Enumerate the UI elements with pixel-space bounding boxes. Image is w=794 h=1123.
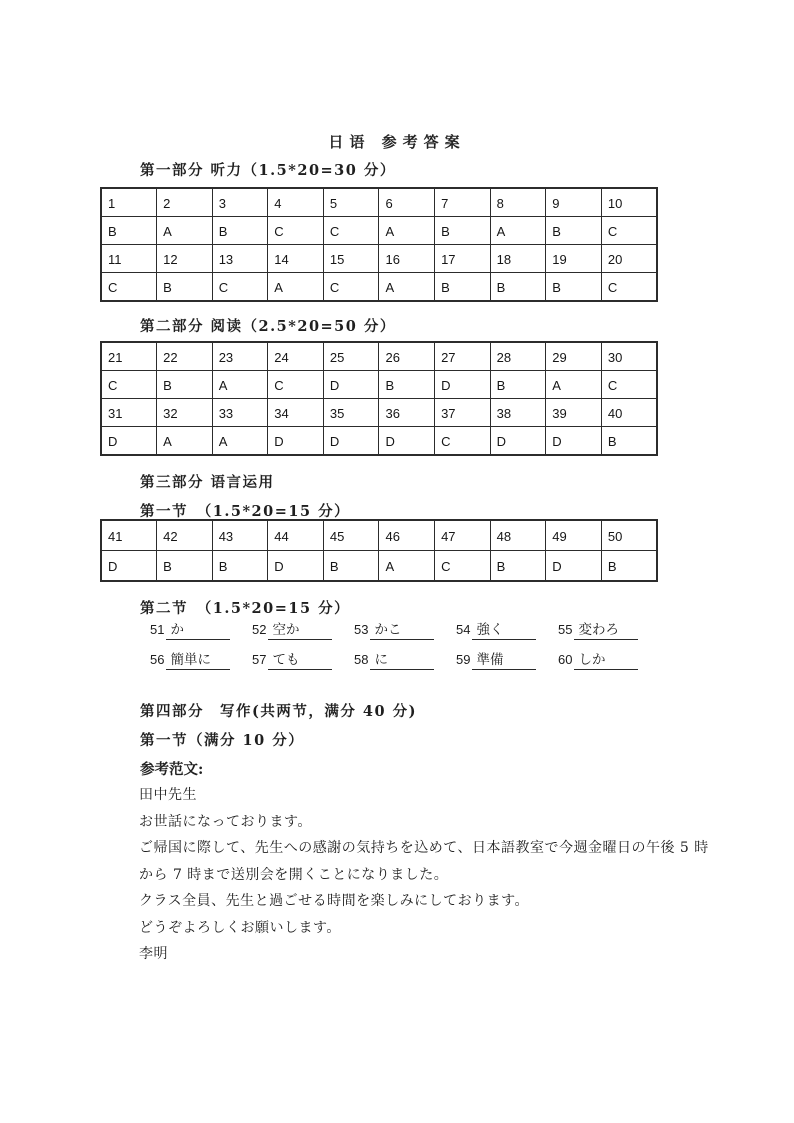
answer-cell: C — [601, 217, 657, 245]
answer-cell: B — [435, 217, 491, 245]
answer-cell: C — [212, 273, 268, 302]
table-row — [101, 399, 657, 427]
answer-cell: B — [379, 371, 435, 399]
answer-cell: D — [546, 427, 602, 456]
part2-answer-table — [100, 341, 658, 456]
model-essay — [139, 782, 709, 968]
answer-cell: 27 — [435, 342, 491, 371]
answer-cell: A — [212, 371, 268, 399]
answer-cell: 46 — [379, 520, 435, 551]
answer-cell: A — [212, 427, 268, 456]
answer-cell: 22 — [157, 342, 213, 371]
table-row — [101, 520, 657, 551]
part4-section1-heading: 第一节（满分 10 分） — [140, 732, 305, 749]
answer-cell: D — [101, 551, 157, 582]
fillin-item — [354, 622, 456, 640]
fillin-item — [150, 622, 252, 640]
answer-cell: 45 — [323, 520, 379, 551]
answer-cell: 9 — [546, 188, 602, 217]
answer-cell: 25 — [323, 342, 379, 371]
answer-cell: 34 — [268, 399, 324, 427]
answer-cell: 6 — [379, 188, 435, 217]
answer-cell: D — [101, 427, 157, 456]
fillin-number: 56 — [150, 652, 165, 667]
answer-cell: C — [435, 427, 491, 456]
answer-cell: D — [323, 427, 379, 456]
part4-heading: 第四部分 写作(共两节，满分 40 分) — [140, 703, 417, 720]
answer-cell: 14 — [268, 245, 324, 273]
answer-cell: B — [490, 551, 546, 582]
fillin-number: 51 — [150, 622, 165, 637]
answer-cell: 8 — [490, 188, 546, 217]
answer-cell: D — [435, 371, 491, 399]
table-row — [101, 245, 657, 273]
answer-cell: 33 — [212, 399, 268, 427]
fillin-number: 60 — [558, 652, 573, 667]
answer-cell: C — [101, 273, 157, 302]
answer-cell: 42 — [157, 520, 213, 551]
answer-cell: 20 — [601, 245, 657, 273]
essay-line: お世話になっております。 — [139, 813, 312, 830]
answer-cell: 50 — [601, 520, 657, 551]
answer-cell: B — [101, 217, 157, 245]
fillin-row-1 — [150, 622, 710, 640]
answer-cell: A — [379, 273, 435, 302]
fillin-number: 58 — [354, 652, 369, 667]
answer-cell: 3 — [212, 188, 268, 217]
document-title: 日语 参考答案 — [328, 133, 466, 151]
fillin-item — [150, 652, 252, 670]
answer-cell: 5 — [323, 188, 379, 217]
answer-cell: A — [546, 371, 602, 399]
answer-cell: B — [157, 273, 213, 302]
answer-cell: 48 — [490, 520, 546, 551]
fillin-item — [252, 652, 354, 670]
fillin-answer: かこ — [370, 622, 434, 640]
fillin-answer: に — [370, 652, 434, 670]
answer-cell: B — [601, 551, 657, 582]
answer-cell: B — [435, 273, 491, 302]
answer-cell: D — [268, 427, 324, 456]
answer-cell: 4 — [268, 188, 324, 217]
answer-cell: 31 — [101, 399, 157, 427]
answer-cell: C — [601, 273, 657, 302]
table-row — [101, 551, 657, 582]
answer-cell: 38 — [490, 399, 546, 427]
fillin-number: 57 — [252, 652, 267, 667]
answer-cell: A — [157, 427, 213, 456]
answer-cell: D — [323, 371, 379, 399]
answer-cell: 24 — [268, 342, 324, 371]
answer-cell: D — [546, 551, 602, 582]
table-row — [101, 342, 657, 371]
answer-cell: 13 — [212, 245, 268, 273]
fillin-number: 55 — [558, 622, 573, 637]
answer-cell: D — [490, 427, 546, 456]
part1-heading: 第一部分 听力（1.5*20=30 分） — [140, 162, 396, 179]
table-row — [101, 217, 657, 245]
answer-cell: A — [490, 217, 546, 245]
answer-cell: 7 — [435, 188, 491, 217]
answer-cell: C — [323, 273, 379, 302]
fillin-answer: 空か — [268, 622, 332, 640]
answer-cell: B — [212, 217, 268, 245]
answer-cell: A — [379, 551, 435, 582]
fillin-answer: 準備 — [472, 652, 536, 670]
part3-section1-heading: 第一节 （1.5*20=15 分） — [140, 503, 351, 520]
essay-salutation: 田中先生 — [139, 787, 197, 803]
answer-cell: B — [323, 551, 379, 582]
part1-answer-table — [100, 187, 658, 302]
answer-cell: 10 — [601, 188, 657, 217]
fillin-number: 53 — [354, 622, 369, 637]
answer-cell: 2 — [157, 188, 213, 217]
fillin-item — [252, 622, 354, 640]
essay-line: ご帰国に際して、先生への感謝の気持ちを込めて、日本語教室で今週金曜日の午後 5 時 — [139, 840, 709, 856]
part3-answer-table — [100, 519, 658, 582]
answer-cell: 36 — [379, 399, 435, 427]
fillin-number: 52 — [252, 622, 267, 637]
answer-cell: B — [157, 371, 213, 399]
fillin-item — [456, 652, 558, 670]
answer-cell: 49 — [546, 520, 602, 551]
answer-cell: A — [268, 273, 324, 302]
answer-cell: C — [268, 217, 324, 245]
fillin-item — [558, 652, 660, 670]
answer-cell: 41 — [101, 520, 157, 551]
answer-cell: 15 — [323, 245, 379, 273]
fillin-number: 59 — [456, 652, 471, 667]
answer-cell: 28 — [490, 342, 546, 371]
answer-cell: 32 — [157, 399, 213, 427]
answer-cell: 19 — [546, 245, 602, 273]
part3-section2-heading: 第二节 （1.5*20=15 分） — [140, 600, 351, 617]
answer-cell: 29 — [546, 342, 602, 371]
answer-cell: 23 — [212, 342, 268, 371]
answer-cell: 18 — [490, 245, 546, 273]
table-row — [101, 188, 657, 217]
fillin-answer: 変わろ — [574, 622, 638, 640]
answer-cell: B — [157, 551, 213, 582]
answer-cell: 11 — [101, 245, 157, 273]
fillin-answer: 強く — [472, 622, 536, 640]
answer-cell: 35 — [323, 399, 379, 427]
essay-signature: 李明 — [139, 946, 168, 962]
fillin-answer: ても — [268, 652, 332, 670]
table-row — [101, 273, 657, 302]
answer-cell: 17 — [435, 245, 491, 273]
answer-cell: B — [212, 551, 268, 582]
answer-cell: 39 — [546, 399, 602, 427]
answer-cell: C — [323, 217, 379, 245]
fillin-item — [456, 622, 558, 640]
model-essay-label: 参考范文: — [140, 761, 204, 778]
fillin-row-2 — [150, 652, 710, 670]
answer-cell: C — [601, 371, 657, 399]
answer-cell: 21 — [101, 342, 157, 371]
answer-cell: B — [546, 273, 602, 302]
answer-cell: 26 — [379, 342, 435, 371]
answer-cell: C — [268, 371, 324, 399]
answer-cell: 16 — [379, 245, 435, 273]
fillin-number: 54 — [456, 622, 471, 637]
table-row — [101, 427, 657, 456]
answer-cell: 1 — [101, 188, 157, 217]
table-row — [101, 371, 657, 399]
answer-cell: A — [379, 217, 435, 245]
answer-cell: A — [157, 217, 213, 245]
essay-line: クラス全員、先生と過ごせる時間を楽しみにしております。 — [139, 893, 529, 909]
answer-cell: B — [546, 217, 602, 245]
part2-heading: 第二部分 阅读（2.5*20=50 分） — [140, 318, 396, 335]
answer-cell: 37 — [435, 399, 491, 427]
answer-cell: D — [268, 551, 324, 582]
answer-cell: 47 — [435, 520, 491, 551]
answer-cell: 30 — [601, 342, 657, 371]
answer-cell: D — [379, 427, 435, 456]
answer-cell: B — [490, 273, 546, 302]
answer-cell: 40 — [601, 399, 657, 427]
fillin-answer: 簡単に — [166, 652, 230, 670]
answer-cell: 12 — [157, 245, 213, 273]
answer-cell: 43 — [212, 520, 268, 551]
part3-heading: 第三部分 语言运用 — [140, 474, 275, 491]
answer-cell: C — [101, 371, 157, 399]
answer-cell: B — [490, 371, 546, 399]
fillin-answer: か — [166, 622, 230, 640]
fillin-answer: しか — [574, 652, 638, 670]
essay-line: から 7 時まで送別会を開くことになりました。 — [139, 866, 449, 883]
answer-cell: B — [601, 427, 657, 456]
fillin-item — [558, 622, 660, 640]
answer-cell: C — [435, 551, 491, 582]
essay-line: どうぞよろしくお願いします。 — [139, 919, 341, 936]
fillin-item — [354, 652, 456, 670]
answer-cell: 44 — [268, 520, 324, 551]
